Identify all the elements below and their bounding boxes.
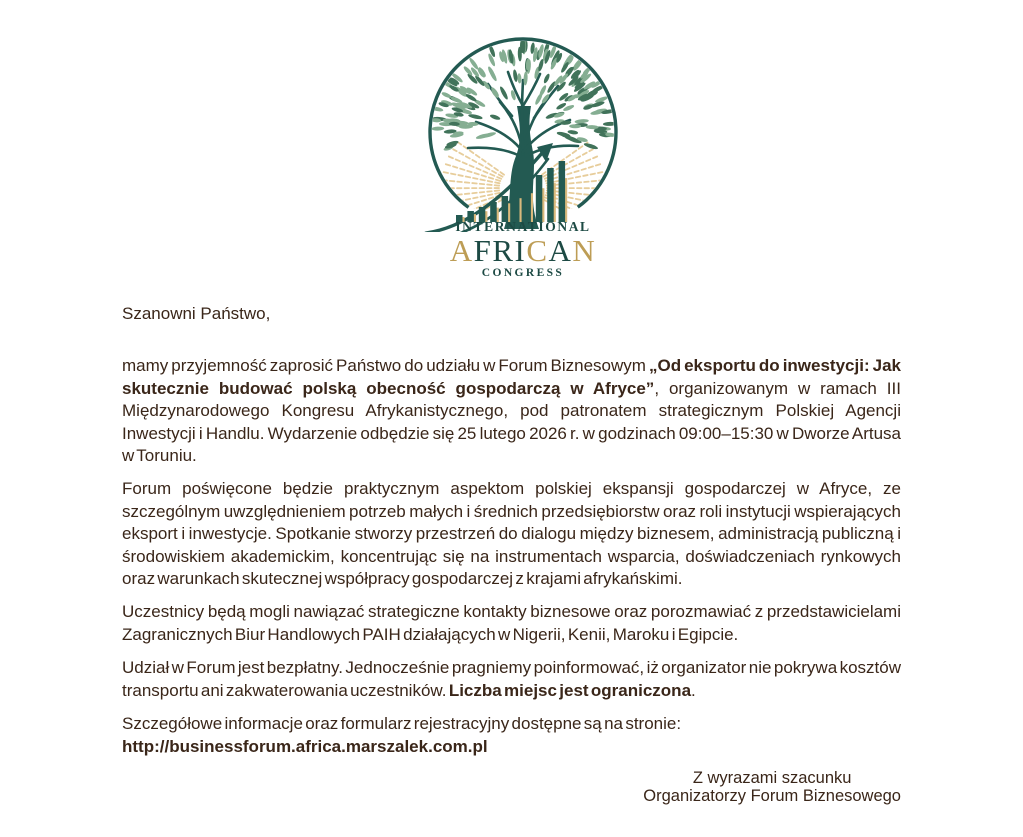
- letter-paragraph: Szczegółowe informacje oraz formularz rejestracyjny dostępne są na stronie: http://businessforum.africa.marszalek.com.pl: [122, 714, 682, 756]
- letter-paragraph: mamy przyjemność zaprosić Państwo do udziału w Forum Biznesowym „Od eksportu do inwestycji: Jak skutecznie budować polską obecność gospodarczą w Afryce”, organizowanym w ramach III Międzynarodowego Kongresu Afrykanistycznego, pod patronatem strategicznym Polskiej Agencji Inwestycji i Handlu. Wydarzenie odbędzie się 25 lutego 2026 r. w godzinach 09:00–15:30 w Dworze Artusa w Toruniu.: [122, 356, 901, 466]
- logo-letter: F: [473, 232, 493, 268]
- letter-content: [122, 303, 901, 806]
- letter-paragraph: Forum poświęcone będzie praktycznym aspektom polskiej ekspansji gospodarczej w Afryce, ze szczególnym uwzględnieniem potrzeb małych i średnich przedsiębiorstw oraz roli instytucji wspierających eksport i inwestycje. Spotkanie stworzy przestrzeń do dialogu między biznesem, administracją publiczną i środowiskiem akademickim, koncentrując się na instrumentach wsparcia, doświadczeniach rynkowych oraz warunkach skutecznej współpracy gospodarczej z krajami afrykańskimi.: [122, 479, 901, 589]
- logo-letter: A: [449, 232, 474, 268]
- logo-word-african: [420, 232, 626, 268]
- letter-body: [122, 355, 901, 758]
- logo-letter: I: [514, 232, 527, 268]
- logo-letter: R: [492, 232, 515, 268]
- greeting-text: Szanowni Państwo,: [122, 304, 271, 323]
- logo-letter: C: [526, 232, 549, 268]
- logo-letter: N: [572, 232, 597, 268]
- letter-paragraph: Udział w Forum jest bezpłatny. Jednocześnie pragniemy poinformować, iż organizator nie pokrywa kosztów transportu ani zakwaterowania uczestników. Liczba miejsc jest ograniczona.: [122, 658, 901, 700]
- logo-word-congress: CONGRESS: [481, 266, 565, 279]
- letter-paragraph: Uczestnicy będą mogli nawiązać strategiczne kontakty biznesowe oraz porozmawiać z przedstawicielami Zagranicznych Biur Handlowych PAIH działających w Nigerii, Kenii, Maroku i Egipcie.: [122, 602, 901, 644]
- closing-line: Z wyrazami szacunku: [692, 768, 852, 787]
- logo-emblem-graphic: [420, 36, 626, 232]
- logo-letter: A: [548, 232, 573, 268]
- african-congress-logo: [420, 36, 626, 279]
- closing-line: Organizatorzy Forum Biznesowego: [643, 787, 901, 806]
- logo-word-international: INTERNATIONAL: [455, 219, 591, 234]
- closing-block: [643, 769, 901, 806]
- logo-wordmark: [420, 220, 626, 279]
